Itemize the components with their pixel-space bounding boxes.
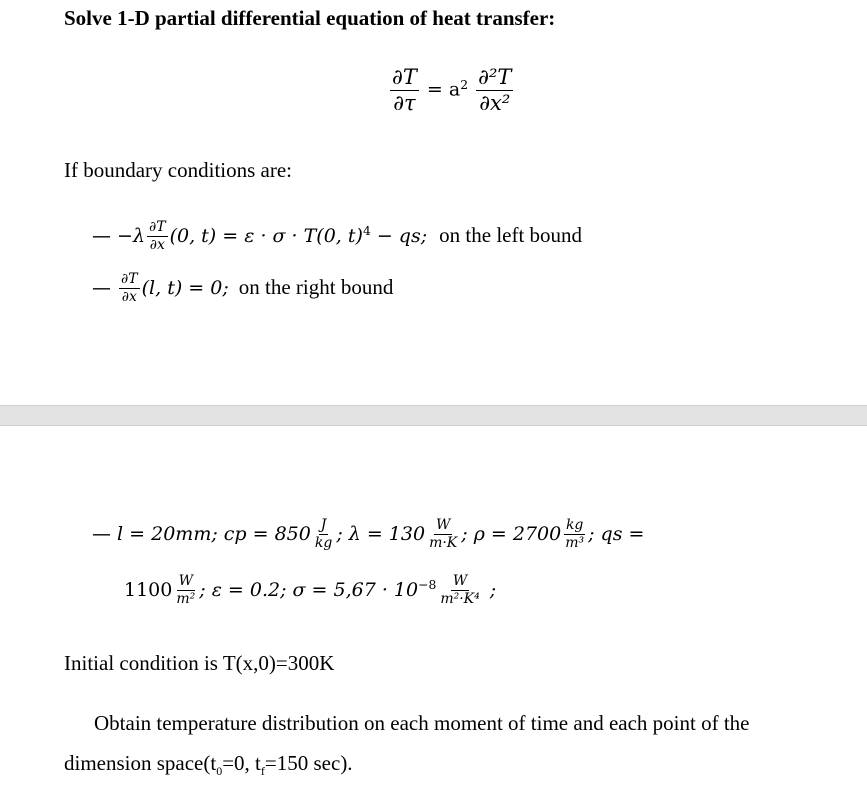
page-title: Solve 1-D partial differential equation of heat transfer: — [64, 6, 556, 30]
parameters-line-2: 1100 $\frac{W}{\text{m²}}$ ; ε = 0.2; $\sigma = 5,67 \cdot 10^{-8}$ $\frac{W}{\text{m²·K⁴}}$ ; — [124, 573, 497, 608]
initial-condition: Initial condition is T(x,0)=300K — [64, 651, 335, 675]
left-boundary-condition: — −λ $\frac{\partial T}{\partial x}$ (0, t) = ε · σ · T(0, t)$^4$ − qs; on the left bound — [92, 219, 583, 254]
equals-a: = a — [426, 78, 461, 101]
task-line-1: Obtain temperature distribution on each moment of time and each point of the — [94, 711, 750, 735]
task-line-2: dimension $space(t_0=0$, $t_f=150$ sec). — [64, 751, 353, 779]
page-break-band — [0, 405, 867, 426]
parameters-line-1: — l = 20mm; cp = 850 $\frac{J}{kg}$ ; λ = 130 $\frac{W}{m\cdot K}$ ; ρ = 2700 $\frac{kg}{\text{m³}}$ ; qs = — [92, 517, 645, 552]
boundary-intro: If boundary conditions are: — [64, 158, 293, 182]
right-boundary-condition: — $\frac{\partial T}{\partial x}$ (l, t) = 0; on the right bound — [92, 271, 394, 306]
time-derivative: $\frac{\partial T}{\partial\tau}$ — [392, 65, 417, 116]
heat-equation: $\frac{\partial T}{\partial\tau}$ = $a^2$ $\frac{\text{∂²T}}{\text{∂x²}}$ — [392, 65, 512, 116]
space-second-derivative: $\frac{\text{∂²T}}{\text{∂x²}}$ — [478, 65, 512, 116]
